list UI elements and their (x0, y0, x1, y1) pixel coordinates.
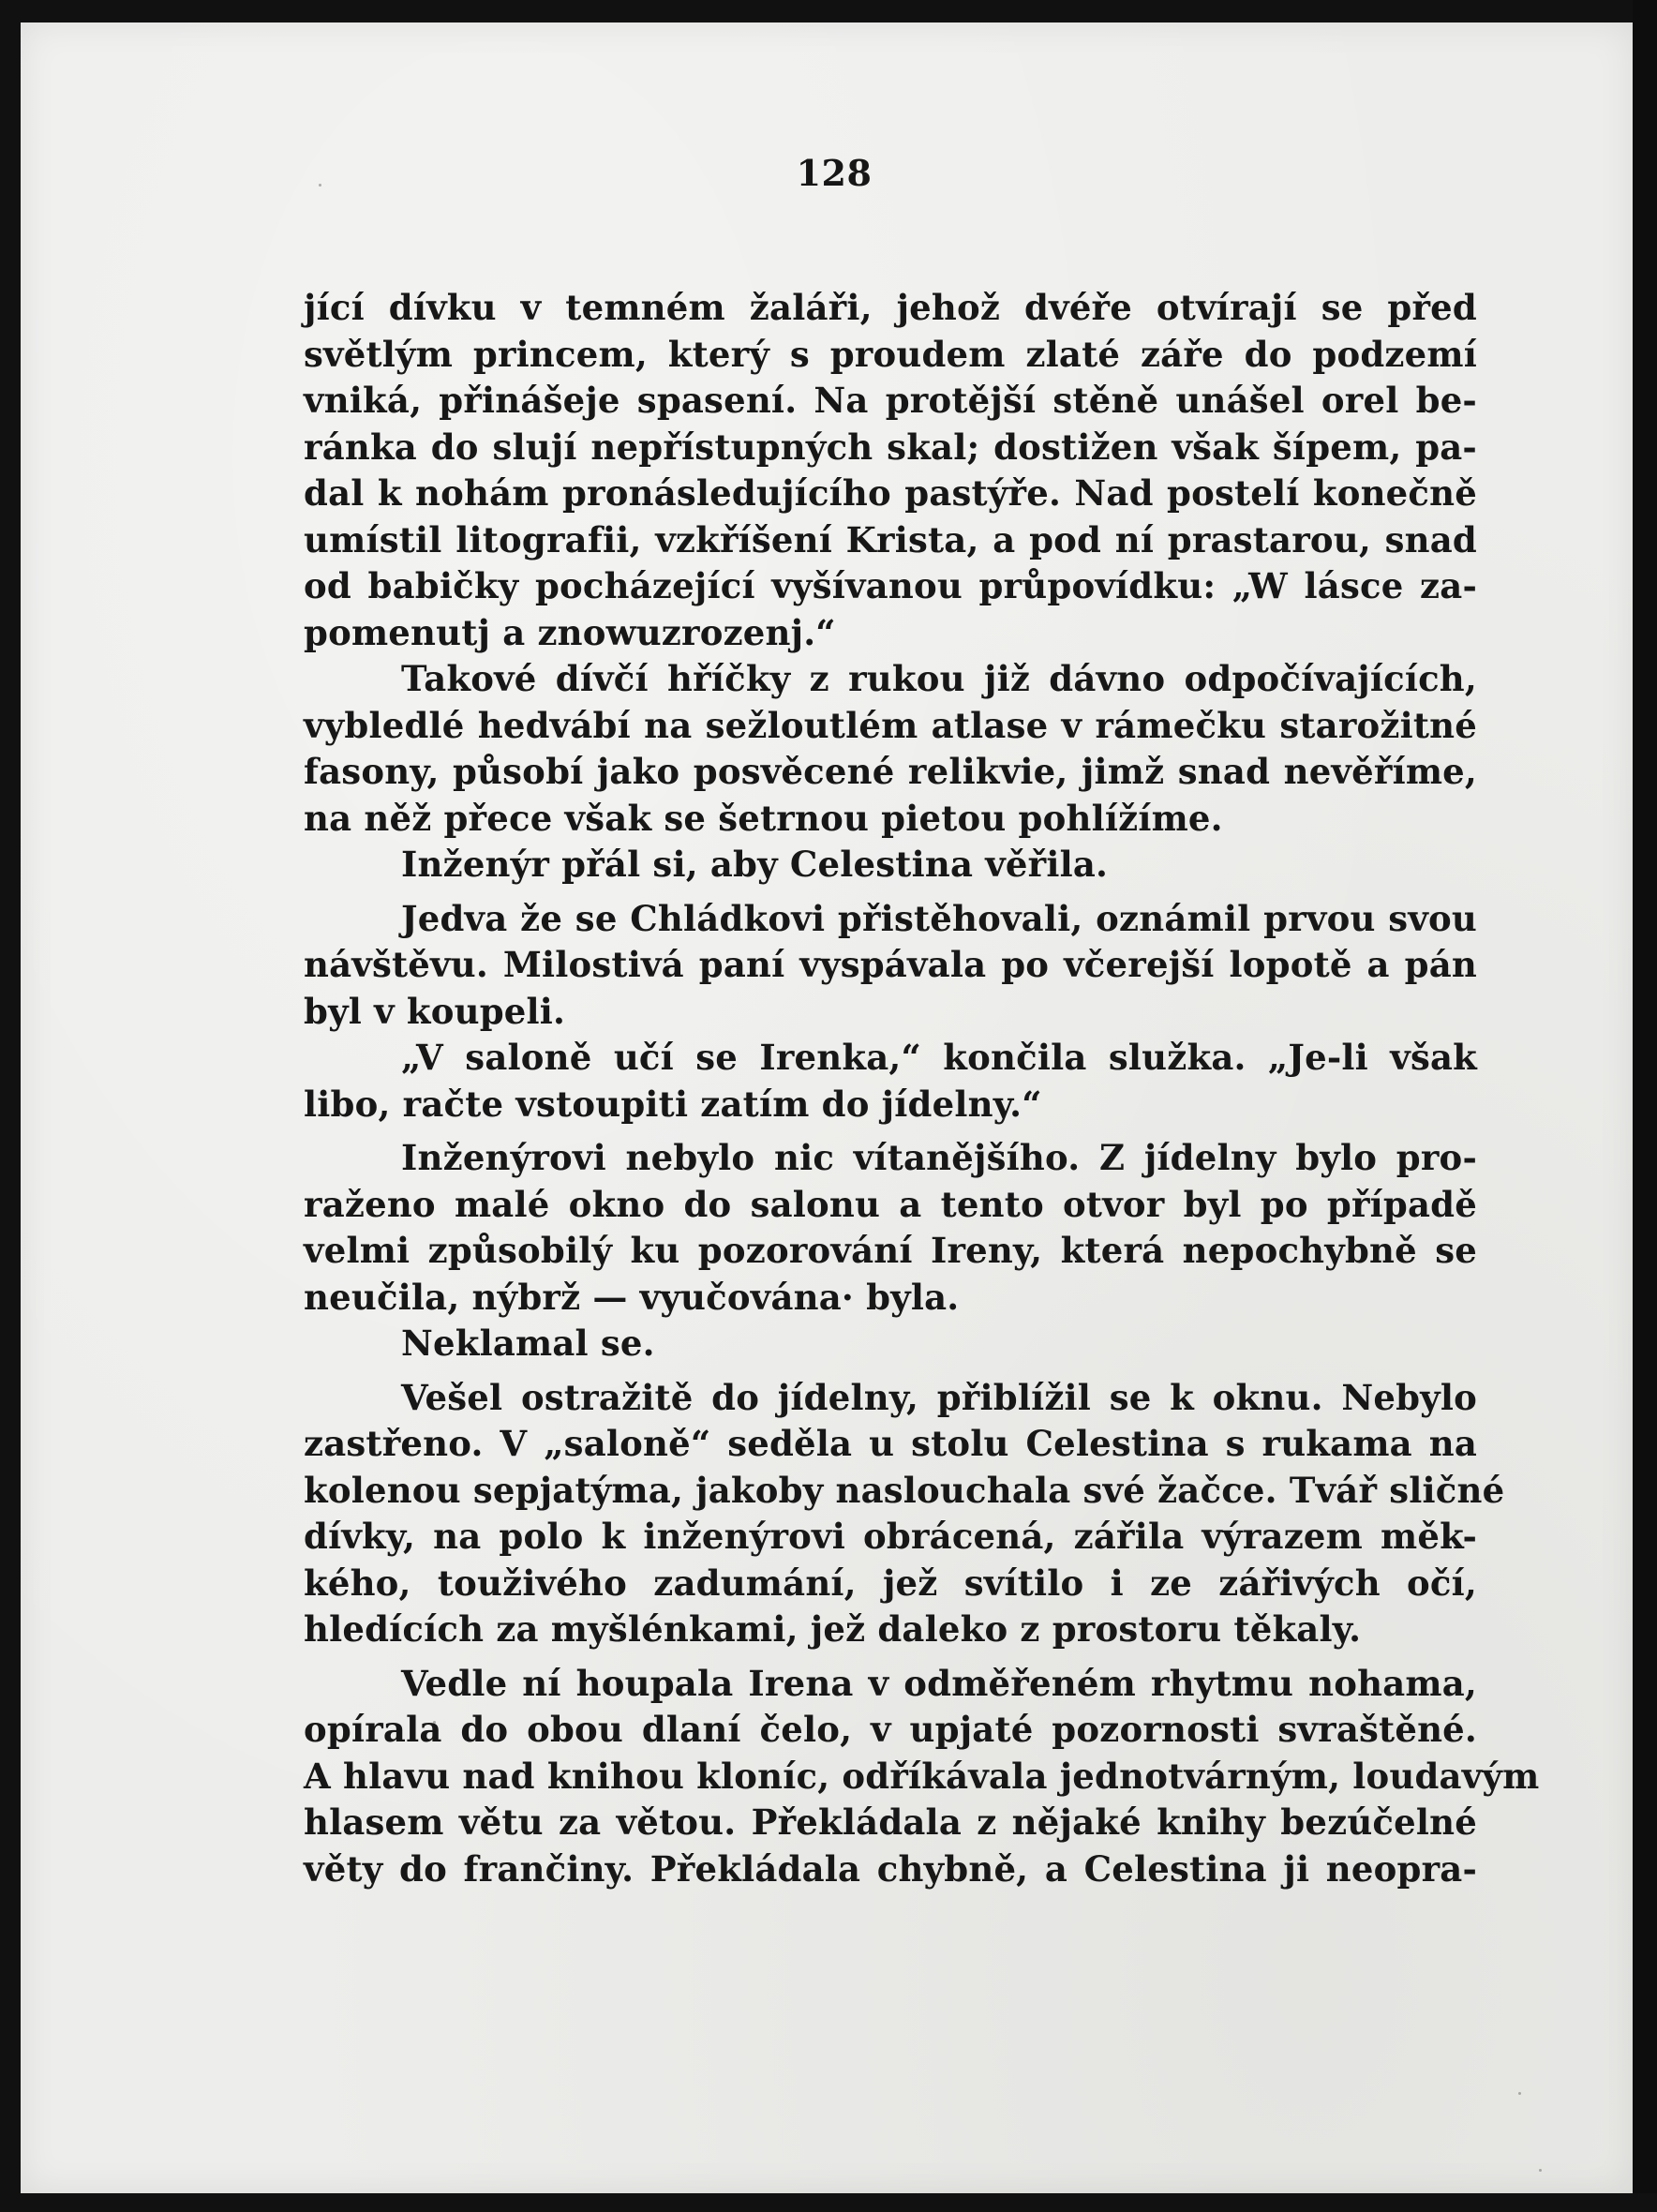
text-line: dívky, na polo k inženýrovi obrácená, zářila výrazem měk- (304, 1516, 1477, 1557)
text-line: pomenutj a znowuzrozenj.“ (304, 611, 836, 653)
text-line: kého, touživého zadumání, jež svítilo i ze zářivých očí, (304, 1562, 1477, 1604)
text-line: umístil litografii, vzkříšení Krista, a pod ní prastarou, snad (304, 518, 1477, 560)
text-line: A hlavu nad knihou kloníc, odříkávala jednotvárným, loudavým (304, 1755, 1540, 1797)
text-line: kolenou sepjatýma, jakoby naslouchala své žačce. Tvář sličné (304, 1469, 1505, 1511)
text-line: světlým princem, který s proudem zlaté záře do podzemí (304, 333, 1477, 375)
body-text (304, 285, 1540, 1892)
text-line: neučila, nýbrž — vyučována· byla. (304, 1276, 960, 1318)
text-line: „V saloně učí se Irenka,“ končila služka. „Je-li však (401, 1037, 1477, 1078)
text-line: vybledlé hedvábí na sežloutlém atlase v rámečku starožitné (304, 704, 1477, 746)
scan-border-right (1633, 0, 1657, 2212)
text-line: Inženýr přál si, aby Celestina věřila. (401, 844, 1109, 885)
text-line: dal k nohám pronásledujícího pastýře. Nad postelí konečně (304, 472, 1477, 514)
text-line: vniká, přinášeje spasení. Na protější stěně unášel orel be- (304, 380, 1477, 421)
text-line: hledících za myšlénkami, jež daleko z prostoru těkaly. (304, 1608, 1362, 1650)
scan-border-top (0, 0, 1657, 22)
text-line: Vedle ní houpala Irena v odměřeném rhytmu nohama, (401, 1662, 1477, 1704)
book-page (21, 22, 1633, 2193)
text-line: na něž přece však se šetrnou pietou pohlížíme. (304, 797, 1223, 839)
text-line: opírala do obou dlaní čelo, v upjaté pozornosti svraštěné. (304, 1709, 1477, 1750)
text-line: návštěvu. Milostivá paní vyspávala po včerejší lopotě a pán (304, 944, 1477, 985)
page-number: 128 (796, 152, 873, 194)
text-line: zastřeno. V „saloně“ seděla u stolu Celestina s rukama na (304, 1423, 1477, 1464)
text-line: velmi způsobilý ku pozorování Ireny, která nepochybně se (304, 1230, 1477, 1271)
text-line: libo, račte vstoupiti zatím do jídelny.“ (304, 1083, 1042, 1125)
text-line: Jedva že se Chládkovi přistěhovali, oznámil prvou svou (401, 897, 1477, 939)
text-line: Inženýrovi nebylo nic vítanějšího. Z jídelny bylo pro- (401, 1137, 1477, 1178)
paper-speck (1539, 2169, 1542, 2172)
text-line: fasony, působí jako posvěcené relikvie, jimž snad nevěříme, (304, 751, 1477, 792)
text-line: od babičky pocházející vyšívanou průpovídku: „W lásce za- (304, 565, 1477, 606)
text-line: Vešel ostražitě do jídelny, přiblížil se k oknu. Nebylo (401, 1376, 1477, 1418)
text-line: raženo malé okno do salonu a tento otvor byl po případě (304, 1183, 1477, 1225)
text-line: věty do frančiny. Překládala chybně, a Celestina ji neopra- (304, 1847, 1477, 1890)
text-line: hlasem větu za větou. Překládala z nějaké knihy bezúčelné (304, 1801, 1477, 1843)
text-line: Takové dívčí hříčky z rukou již dávno odpočívajících, (401, 658, 1477, 699)
scan-border-bottom (0, 2193, 1657, 2212)
scan-border-left (0, 0, 21, 2212)
text-line: jící dívku v temném žaláři, jehož dvéře otvírají se před (304, 287, 1477, 328)
text-line: ránka do slují nepřístupných skal; dostižen však šípem, pa- (304, 426, 1477, 468)
text-line: byl v koupeli. (304, 990, 566, 1032)
paper-speck (1518, 2092, 1521, 2095)
text-line: Neklamal se. (401, 1323, 655, 1364)
